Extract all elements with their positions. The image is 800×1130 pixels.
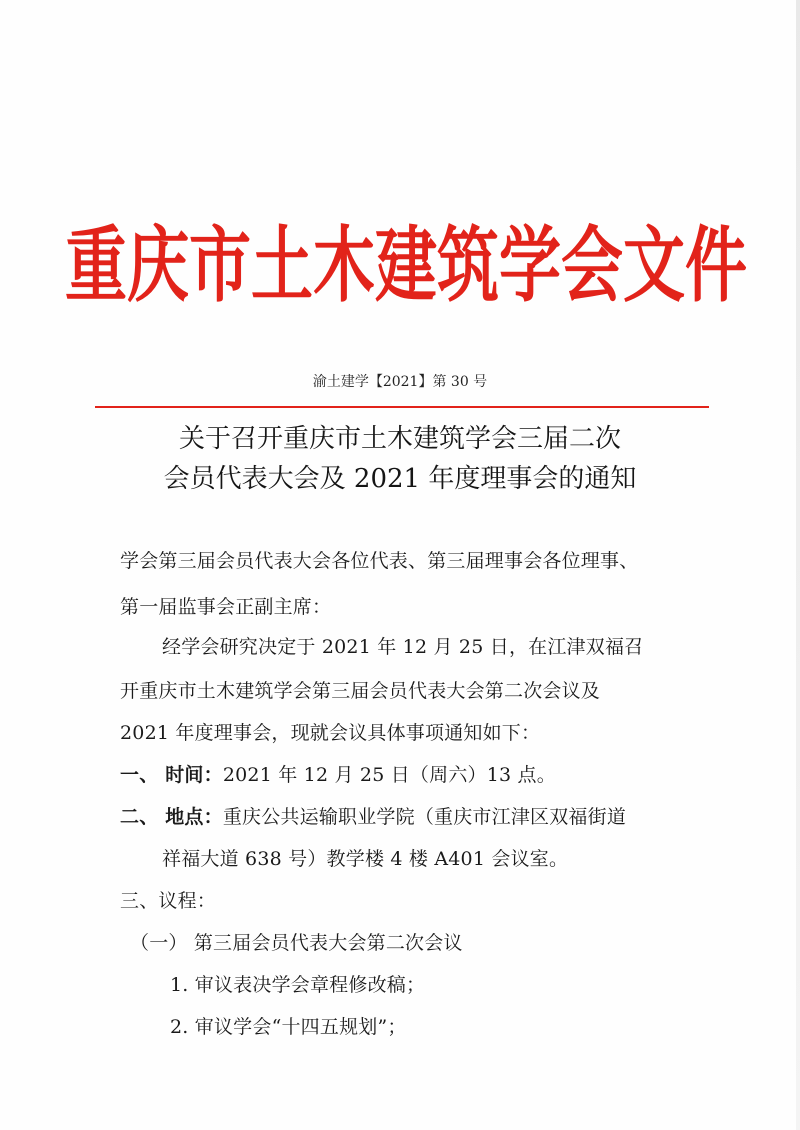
agenda-item-1: 1. 审议表决学会章程修改稿； xyxy=(170,974,426,996)
document-number: 渝土建学【2021】第 30 号 xyxy=(312,374,488,390)
salutation-line-2: 第一届监事会正副主席： xyxy=(120,596,332,618)
item-1-label: 一、 时间： xyxy=(120,764,223,786)
salutation-line-1: 学会第三届会员代表大会各位代表、第三届理事会各位理事、 xyxy=(120,550,639,572)
paragraph-1-line-1: 经学会研究决定于 2021 年 12 月 25 日，在江津双福召 xyxy=(162,636,644,658)
masthead-title: 重庆市土木建筑学会文件 xyxy=(65,216,748,313)
item-3-agenda: 三、议程： xyxy=(120,890,217,912)
item-1-time xyxy=(120,760,556,787)
item-2-place xyxy=(120,802,626,829)
red-divider-line xyxy=(95,406,709,408)
agenda-item-2: 2. 审议学会“十四五规划”； xyxy=(170,1016,407,1038)
item-1-value: 2021 年 12 月 25 日（周六）13 点。 xyxy=(222,764,556,786)
paragraph-1-line-3: 2021 年度理事会，现就会议具体事项通知如下： xyxy=(120,722,541,744)
agenda-section-1: （一） 第三届会员代表大会第二次会议 xyxy=(130,932,463,954)
masthead xyxy=(65,208,748,313)
paragraph-1-line-2: 开重庆市土木建筑学会第三届会员代表大会第二次会议及 xyxy=(120,680,601,702)
scan-edge-shadow xyxy=(796,0,800,1130)
item-2-label: 二、 地点： xyxy=(120,806,223,828)
item-2-value: 重庆公共运输职业学院（重庆市江津区双福街道 xyxy=(222,806,627,828)
notice-title-line-1: 关于召开重庆市土木建筑学会三届二次 xyxy=(178,424,621,454)
item-2-value-continued: 祥福大道 638 号）教学楼 4 楼 A401 会议室。 xyxy=(162,848,569,870)
notice-title-line-2: 会员代表大会及 2021 年度理事会的通知 xyxy=(163,464,637,494)
